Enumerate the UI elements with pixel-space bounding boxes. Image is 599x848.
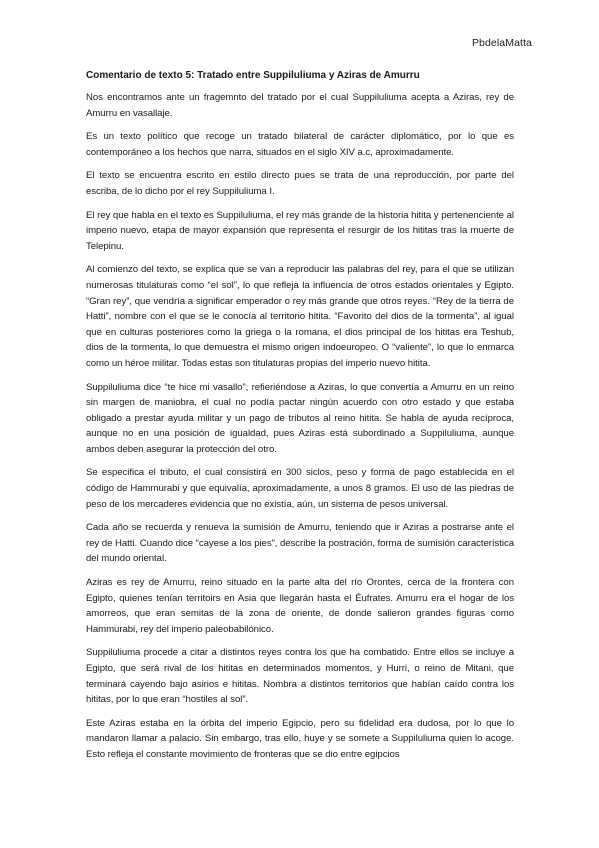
paragraph: El texto se encuentra escrito en estilo directo pues se trata de una reproducción, por parte del escriba, de lo dicho por el rey Suppiluliuma I. [86, 170, 514, 197]
author-name: PbdelaMatta [471, 37, 532, 49]
paragraph: Cada año se recuerda y renueva la sumisión de Amurru, teniendo que ir Aziras a postrarse ante el rey de Hatti. Cuando dice “cayese a los pies”, describe la postración, forma de sumisión característica del mundo oriental. [86, 522, 514, 565]
document-body [86, 69, 514, 771]
paragraph: Nos encontramos ante un fragemnto del tratado por el cual Suppiluliuma acepta a Aziras, rey de Amurru en vasallaje. [86, 92, 514, 119]
paragraph: Suppiluliuma procede a citar a distintos reyes contra los que ha combatido. Entre ellos se incluye a Egipto, que será rival de los hititas en determinados momentos, y Hurri, o reino de Mitani, que terminará cayendo bajo asirios e hititas. Nombra a distintos territorios que habían caído contra los hititas, por lo que eran “hostiles al sol”. [86, 647, 514, 706]
paragraph: Este Aziras estaba en la órbita del imperio Egipcio, pero su fidelidad era dudosa, por lo que lo mandaron llamar a palacio. Sin embargo, tras ello, huye y se somete a Suppiluliuma quien lo acoge. Esto refleja el constante movimiento de fronteras que se dio entre egipcios [86, 717, 514, 760]
paragraph: Es un texto político que recoge un tratado bilateral de carácter diplomático, por lo que es contemporáneo a los hechos que narra, situados en el siglo XIV a.c, aproximadamente. [86, 131, 514, 158]
paragraph: Suppiluliuma dice “te hice mi vasallo”, refieriéndose a Aziras, lo que convertía a Amurru en un reino sin margen de maniobra, el cual no podía pactar ningún acuerdo con otro estado y que estaba obligado a prestar ayuda militar y un pago de tributos al reino hitita. Se habla de ayuda recíproca, aunque no en una posición de igualdad, pues Aziras está subordinado a Suppiluliuma, aunque ambos deben asegurar la protección del otro. [86, 381, 514, 455]
paragraph: Aziras es rey de Amurru, reino situado en la parte alta del río Orontes, cerca de la frontera con Egipto, quienes tenían territoirs en Asia que llegarán hasta el Éufrates. Amurru era el hogar de los amorreos, que eran semitas de la zona de oriente, de donde salieron grandes figuras como Hammurabi, rey del imperio paleobabilónico. [86, 577, 514, 635]
paragraph: Se especifica el tributo, el cual consistirá en 300 siclos, peso y forma de pago establecida en el código de Hammurabi y que equivalía, aproximadamente, a unos 8 gramos. El uso de las piedras de peso de los mercaderes evidencia que no existía, aún, un sistema de pesos universal. [86, 467, 514, 510]
document-title: Comentario de texto 5: Tratado entre Suppiluliuma y Aziras de Amurru [86, 70, 420, 81]
paragraph: El rey que habla en el texto es Suppiluliuma, el rey más grande de la historia hitita y pertenenciente al imperio nuevo, etapa de mayor expansión que representa el resurgir de los hititas tras la muerte de Telepinu. [86, 209, 514, 252]
paragraph: Al comienzo del texto, se explica que se van a reproducir las palabras del rey, para el que se utilizan numerosas titulaturas como “el sol”, lo que refleja la influencia de otros estados orientales y Egipto. “Gran rey”, que vendría a significar emperador o rey más grande que otros reyes. “Rey de la tierra de Hatti”, nombre con el que se le conocía al territorio hitita. “Favorito del dios de la tormenta”, al igual que en culturas posteriores como la griega o la romana, el dios principal de los hititas era Teshub, dios de la tormenta, lo que demuestra el mismo origen indoeuropeo. O “valiente”, lo que lo enmarca como un héroe militar. Todas estas son titulaturas propias del imperio nuevo hitita. [86, 264, 514, 369]
